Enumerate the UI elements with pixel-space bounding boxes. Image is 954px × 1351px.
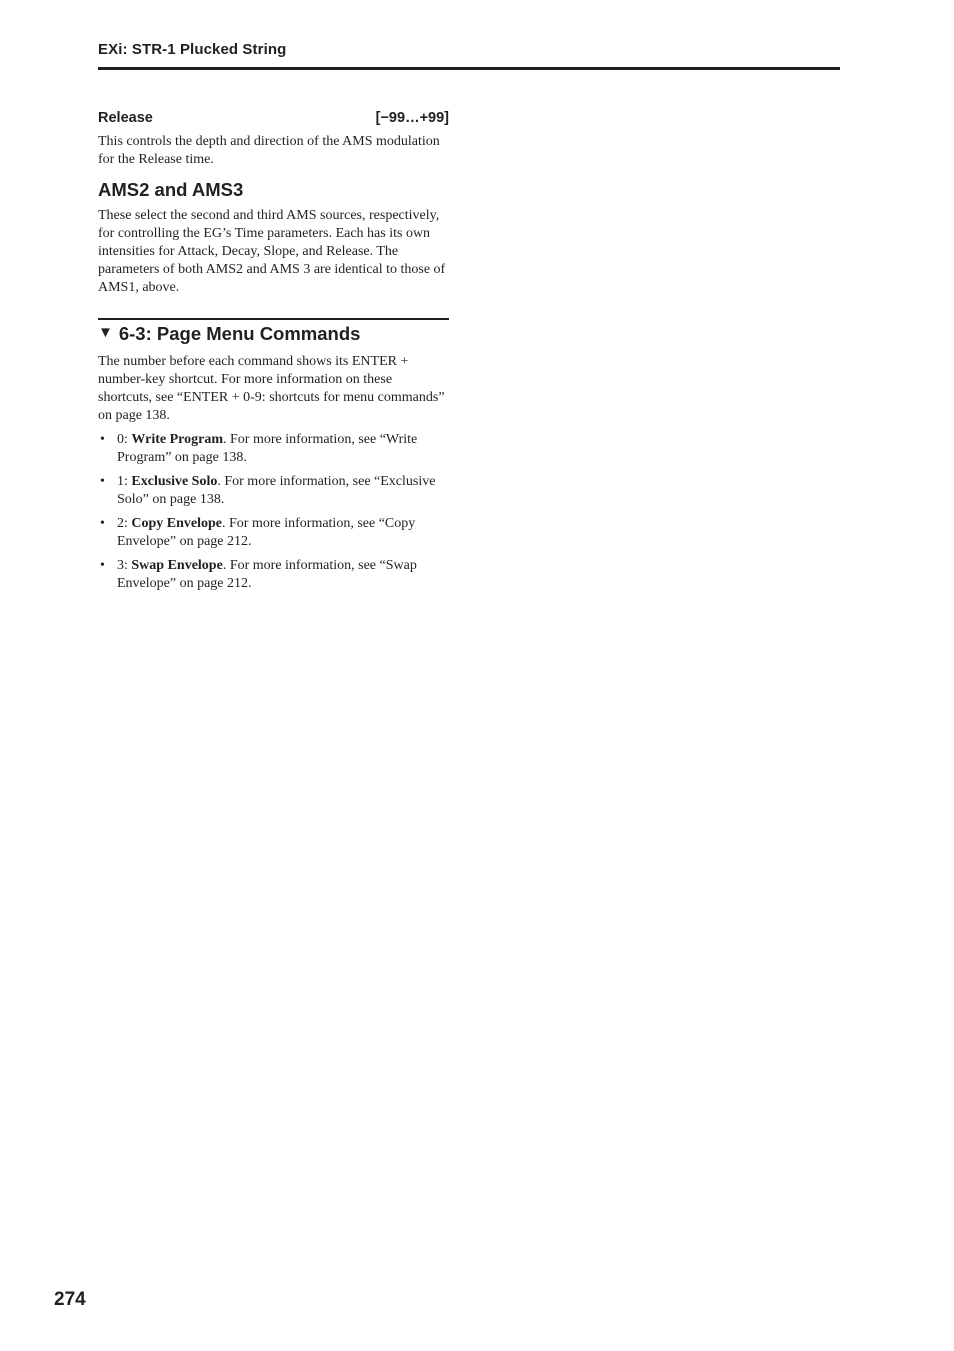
list-item-write-program (98, 431, 449, 467)
section-intro: The number before each command shows its ENTER + number-key shortcut. For more information on these shortcuts, see “ENTER + 0-9: shortcuts for menu commands” on page 138. (98, 354, 445, 423)
list-item-swap-envelope (98, 557, 449, 593)
list-item-command: Swap Envelope (131, 558, 223, 573)
list-item-prefix: 2: (117, 516, 132, 531)
list-item-command: Exclusive Solo (131, 474, 218, 489)
page-number: 274 (54, 1289, 86, 1310)
bullet-icon: • (100, 558, 105, 573)
ams23-description: These select the second and third AMS sources, respectively, for controlling the EG’s Time parameters. Each has its own intensities for Attack, Decay, Slope, and Release. The parameters of both AMS2 and AMS 3 are identical to those of AMS1, above. (98, 208, 446, 295)
section-rule (98, 318, 449, 320)
header-rule (98, 67, 840, 70)
command-list (98, 431, 449, 593)
list-item-prefix: 3: (117, 558, 132, 573)
section-heading (98, 322, 449, 346)
list-item-text: . For more information, see “Copy Envelope” on page 212. (117, 516, 416, 549)
list-item-prefix: 1: (117, 474, 132, 489)
triangle-down-icon: ▼ (98, 324, 113, 341)
list-item-text: . For more information, see “Exclusive Solo” on page 138. (117, 474, 436, 507)
running-header: EXi: STR-1 Plucked String (98, 41, 287, 58)
list-item-prefix: 0: (117, 432, 132, 447)
list-item-text: . For more information, see “Write Program” on page 138. (117, 432, 418, 465)
text-column (98, 108, 449, 599)
release-parameter-row (98, 108, 449, 128)
list-item-exclusive-solo (98, 473, 449, 509)
section-heading-text: 6-3: Page Menu Commands (118, 323, 361, 344)
list-item-copy-envelope (98, 515, 449, 551)
list-item-text: . For more information, see “Swap Envelope” on page 212. (117, 558, 417, 591)
ams23-heading: AMS2 and AMS3 (98, 179, 244, 200)
release-range: [−99…+99] (375, 110, 449, 126)
list-item-command: Copy Envelope (131, 516, 223, 531)
bullet-icon: • (100, 474, 105, 489)
bullet-icon: • (100, 516, 105, 531)
list-item-command: Write Program (131, 432, 224, 447)
release-description: This controls the depth and direction of the AMS modulation for the Release time. (98, 134, 440, 167)
bullet-icon: • (100, 432, 105, 447)
release-label: Release (98, 110, 153, 126)
